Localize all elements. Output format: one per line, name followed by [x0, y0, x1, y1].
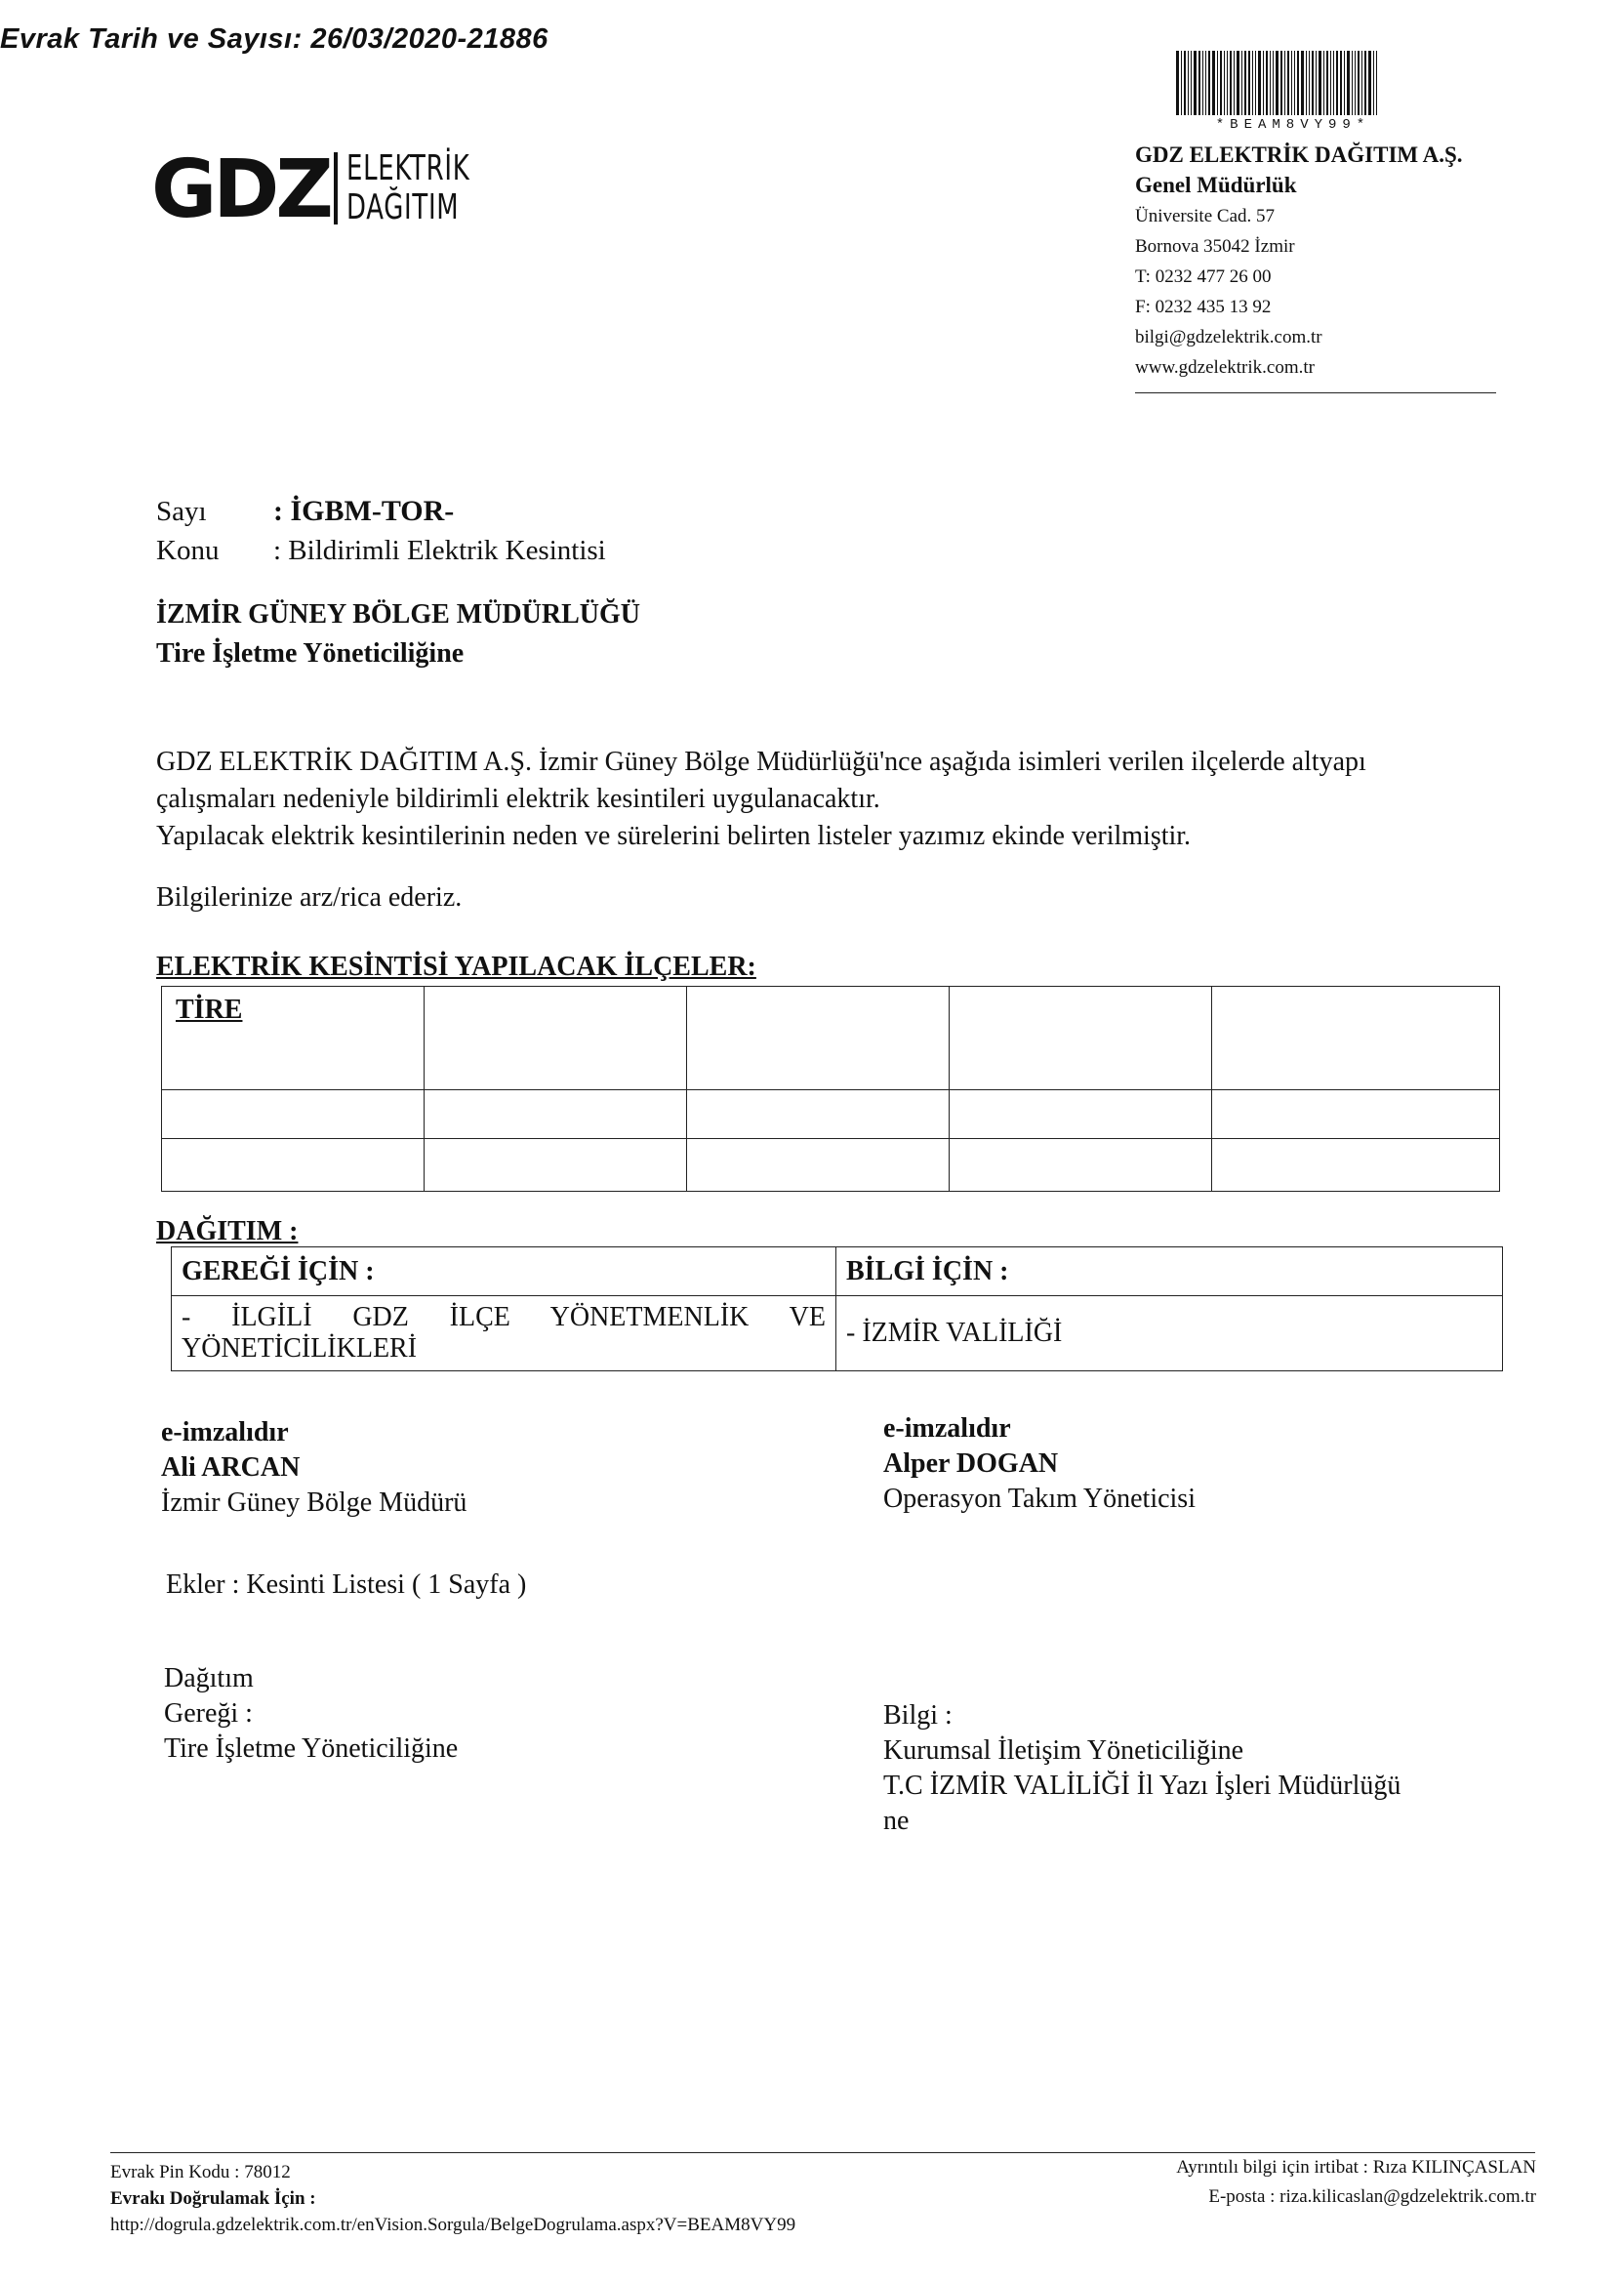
- districts-title: ELEKTRİK KESİNTİSİ YAPILACAK İLÇELER:: [156, 952, 756, 982]
- table-row: [162, 1090, 1500, 1139]
- barcode-bar: [1230, 51, 1232, 115]
- barcode-bar: [1347, 51, 1350, 115]
- barcode-bar: [1373, 51, 1374, 115]
- konu-label: Konu: [156, 535, 220, 566]
- barcode-bar: [1368, 51, 1371, 115]
- barcode-bar: [1312, 51, 1314, 115]
- distribution-title: DAĞITIM :: [156, 1216, 299, 1246]
- barcode-bar: [1227, 51, 1228, 115]
- document-meta: [156, 492, 606, 570]
- signer-right: [883, 1411, 1196, 1517]
- barcode-bar: [1188, 51, 1189, 115]
- company-address-line-2: Bornova 35042 İzmir: [1135, 236, 1295, 257]
- barcode-bar: [1352, 51, 1353, 115]
- barcode-bar: [1194, 51, 1197, 115]
- signer-left-name: Ali ARCAN: [161, 1452, 301, 1483]
- signer-right-name: Alper DOGAN: [883, 1448, 1059, 1479]
- table-cell: TİRE: [162, 987, 425, 1090]
- logo-line-1: ELEKTRİK: [346, 148, 470, 188]
- signer-right-title: Operasyon Takım Yöneticisi: [883, 1484, 1196, 1514]
- attachments-line: Ekler : Kesinti Listesi ( 1 Sayfa ): [166, 1569, 527, 1600]
- barcode-bar: [1364, 51, 1366, 115]
- recipient-block: [156, 595, 640, 673]
- signer-left-title: İzmir Güney Bölge Müdürü: [161, 1487, 467, 1518]
- company-address-line-1: Üniversite Cad. 57: [1135, 206, 1276, 226]
- geregi-header: GEREĞİ İÇİN :: [172, 1247, 836, 1296]
- barcode-bar: [1205, 51, 1206, 115]
- company-info: [1135, 141, 1506, 383]
- barcode-bar: [1255, 51, 1256, 115]
- barcode-bar: [1294, 51, 1295, 115]
- company-logo: [151, 143, 470, 236]
- barcode-bar: [1326, 51, 1328, 115]
- barcode-bar: [1316, 51, 1317, 115]
- barcode-bar: [1184, 51, 1186, 115]
- signer-left-status: e-imzalıdır: [161, 1417, 289, 1447]
- barcode-bar: [1266, 51, 1268, 115]
- barcode-bar: [1291, 51, 1292, 115]
- table-cell: [1212, 987, 1500, 1090]
- geregi-item: - İLGİLİ GDZ İLÇE YÖNETMENLİK VE YÖNETİCİLİKLERİ: [172, 1296, 836, 1371]
- barcode-bar: [1323, 51, 1324, 115]
- barcode-bar: [1361, 51, 1362, 115]
- dagitim-bilgi-line-3: ne: [883, 1806, 910, 1836]
- company-fax: F: 0232 435 13 92: [1135, 297, 1272, 317]
- table-cell: [1212, 1139, 1500, 1192]
- body-paragraph-2: Yapılacak elektrik kesintilerinin neden ve sürelerini belirten listeler yazımız ekinde verilmiştir.: [156, 821, 1192, 851]
- barcode-bar: [1319, 51, 1321, 115]
- barcode-bar: [1258, 51, 1261, 115]
- dagitim-bilgi-label: Bilgi :: [883, 1700, 953, 1731]
- barcode-bar: [1330, 51, 1331, 115]
- districts-table: [161, 986, 1500, 1192]
- table-cell: [425, 987, 687, 1090]
- logo-line-2: DAĞITIM: [346, 187, 460, 227]
- table-cell: [687, 1090, 950, 1139]
- barcode-bar: [1306, 51, 1307, 115]
- barcode-bar: [1176, 51, 1179, 115]
- table-row: [162, 1139, 1500, 1192]
- konu-value: : Bildirimli Elektrik Kesintisi: [273, 535, 606, 566]
- barcode-bar: [1217, 51, 1218, 115]
- distribution-table: [171, 1246, 1503, 1371]
- barcode-bar: [1297, 51, 1299, 115]
- table-row: [162, 987, 1500, 1090]
- barcode-bar: [1244, 51, 1246, 115]
- barcode-bar: [1301, 51, 1304, 115]
- company-department: Genel Müdürlük: [1135, 173, 1297, 197]
- barcode-bar: [1181, 51, 1182, 115]
- table-cell: [950, 987, 1212, 1090]
- barcode-bar: [1358, 51, 1360, 115]
- document-date-number: Evrak Tarih ve Sayısı: 26/03/2020-21886: [0, 23, 548, 55]
- dagitim-bilgi-line-2: T.C İZMİR VALİLİĞİ İl Yazı İşleri Müdürlüğü: [883, 1771, 1401, 1801]
- sayi-label: Sayı: [156, 496, 207, 527]
- sayi-value: : İGBM-TOR-: [273, 495, 455, 527]
- barcode-bar: [1224, 51, 1225, 115]
- barcode-bar: [1270, 51, 1271, 115]
- footer-contact-person: Ayrıntılı bilgi için irtibat : Rıza KILINÇASLAN: [1176, 2157, 1536, 2178]
- dagitim-geregi-value: Tire İşletme Yöneticiliğine: [164, 1733, 459, 1764]
- barcode-bar: [1234, 51, 1235, 115]
- table-cell: [162, 1139, 425, 1192]
- table-cell: [950, 1139, 1212, 1192]
- company-info-divider: [1135, 392, 1496, 393]
- dagitim-heading: Dağıtım: [164, 1663, 254, 1693]
- barcode-bar: [1208, 51, 1210, 115]
- table-cell: [425, 1139, 687, 1192]
- company-email: bilgi@gdzelektrik.com.tr: [1135, 327, 1322, 347]
- logo-mark: GDZ: [151, 143, 330, 236]
- barcode-bar: [1333, 51, 1334, 115]
- table-cell: [950, 1090, 1212, 1139]
- barcode-text: *BEAM8VY99*: [1215, 117, 1371, 133]
- barcode-bar: [1273, 51, 1274, 115]
- barcode-bar: [1376, 51, 1377, 115]
- body-paragraph-1: GDZ ELEKTRİK DAĞITIM A.Ş. İzmir Güney Bölge Müdürlüğü'nce aşağıda isimleri verilen ilçelerde altyapı çalışmaları nedeniyle bildirimli elektrik kesintileri uygulanacaktır.: [156, 747, 1366, 814]
- barcode-bar: [1198, 51, 1200, 115]
- barcode-bar: [1220, 51, 1222, 115]
- barcode-bar: [1191, 51, 1192, 115]
- barcode-bar: [1284, 51, 1285, 115]
- body-closing: Bilgilerinize arz/rica ederiz.: [156, 882, 463, 913]
- barcode-bar: [1280, 51, 1282, 115]
- barcode-bar: [1309, 51, 1310, 115]
- barcode-bar: [1237, 51, 1239, 115]
- bilgi-block: [883, 1698, 1508, 1839]
- table-cell: [425, 1090, 687, 1139]
- table-cell: [1212, 1090, 1500, 1139]
- barcode-bar: [1355, 51, 1356, 115]
- logo-divider: [334, 152, 338, 224]
- table-cell: [162, 1090, 425, 1139]
- footer-contact: [1103, 2153, 1536, 2212]
- bilgi-item: - İZMİR VALİLİĞİ: [836, 1296, 1503, 1371]
- barcode-bar: [1263, 51, 1264, 115]
- barcode-bar: [1340, 51, 1342, 115]
- company-website: www.gdzelektrik.com.tr: [1135, 357, 1315, 378]
- footer-pin: Evrak Pin Kodu : 78012: [110, 2162, 291, 2182]
- barcode-bar: [1202, 51, 1203, 115]
- barcode-bar: [1287, 51, 1289, 115]
- barcode-image: [1176, 51, 1410, 115]
- table-row: [172, 1247, 1503, 1296]
- dagitim-bilgi-line-1: Kurumsal İletişim Yöneticiliğine: [883, 1735, 1244, 1766]
- company-name: GDZ ELEKTRİK DAĞITIM A.Ş.: [1135, 143, 1463, 167]
- table-row: [172, 1296, 1503, 1371]
- signer-right-status: e-imzalıdır: [883, 1413, 1011, 1444]
- barcode-bar: [1344, 51, 1345, 115]
- footer-verify-url[interactable]: http://dogrula.gdzelektrik.com.tr/enVision.Sorgula/BelgeDogrulama.aspx?V=BEAM8VY99: [110, 2215, 796, 2235]
- barcode-bar: [1241, 51, 1242, 115]
- recipient-line-2: Tire İşletme Yöneticiliğine: [156, 638, 465, 669]
- barcode-bar: [1336, 51, 1338, 115]
- table-cell: [687, 987, 950, 1090]
- signer-left: [161, 1415, 467, 1521]
- table-cell: [687, 1139, 950, 1192]
- barcode-bar: [1252, 51, 1253, 115]
- recipient-line-1: İZMİR GÜNEY BÖLGE MÜDÜRLÜĞÜ: [156, 599, 640, 630]
- barcode-bar: [1248, 51, 1250, 115]
- barcode-bar: [1276, 51, 1279, 115]
- barcode-bar: [1212, 51, 1215, 115]
- letter-body: [156, 744, 1483, 855]
- bilgi-header: BİLGİ İÇİN :: [836, 1247, 1503, 1296]
- dagitim-geregi-label: Gereği :: [164, 1698, 253, 1729]
- footer-contact-email[interactable]: E-posta : riza.kilicaslan@gdzelektrik.com.tr: [1208, 2186, 1536, 2207]
- dagitim-block: [164, 1661, 458, 1767]
- footer-verify-label: Evrakı Doğrulamak İçin :: [110, 2188, 316, 2209]
- company-phone: T: 0232 477 26 00: [1135, 266, 1272, 287]
- footer-verification: [110, 2159, 795, 2238]
